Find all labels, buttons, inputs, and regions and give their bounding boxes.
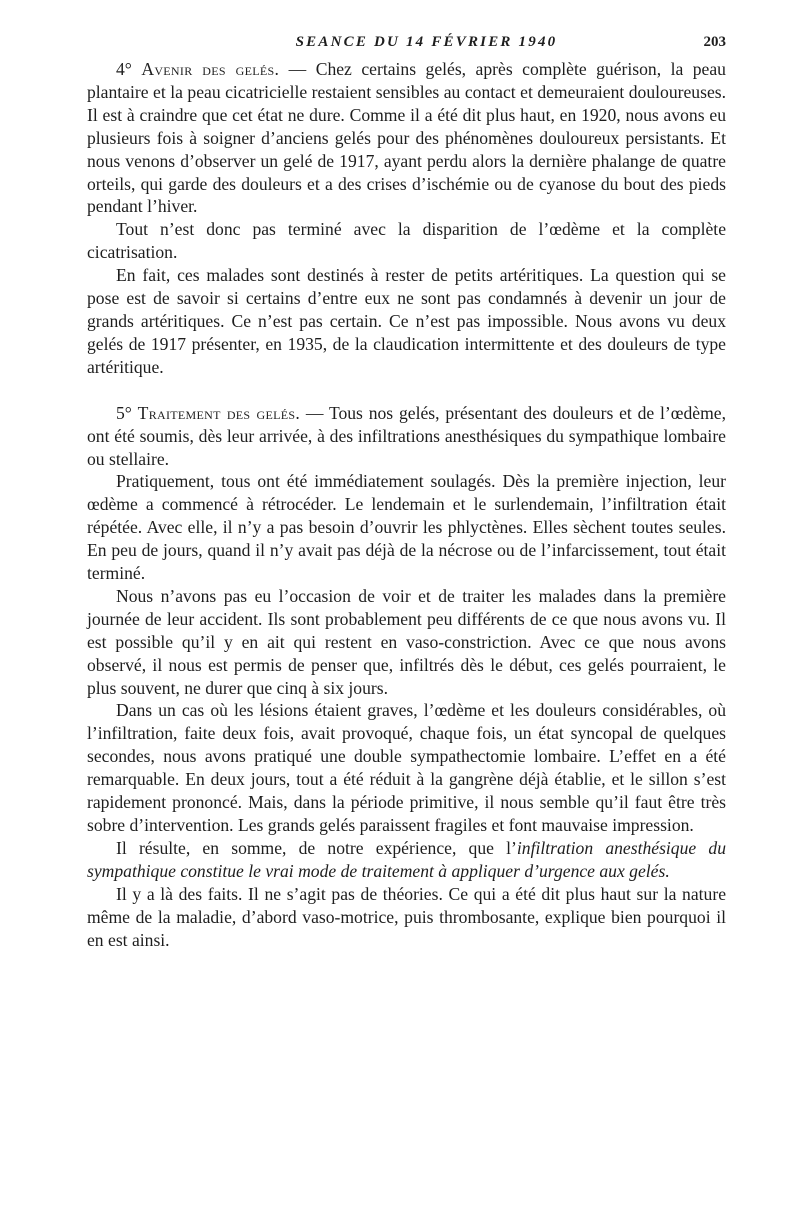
section-5-number: 5° (116, 402, 132, 423)
section-5-paragraph-1 (87, 402, 726, 471)
section-5-paragraph-5 (87, 837, 726, 883)
section-4-paragraph-1-text: — Chez certains gelés, après complète guérison, la peau plantaire et la peau cicatricielle restaient sensibles au contact et demeuraient douloureuses. Il est à craindre que cet état ne dure. Comme il a été dit plus haut, en 1920, nous avons eu plusieurs fois à soigner d’anciens gelés pour des phénomènes douloureux persistants. Et nous venons d’observer un gelé de 1917, ayant perdu alors la dernière phalange de quatre orteils, qui garde des douleurs et a des crises d’ischémie ou de cyanose du bout des pieds pendant l’hiver. (87, 59, 726, 217)
section-4-paragraph-2: Tout n’est donc pas terminé avec la disparition de l’œdème et la complète cicatrisation. (87, 219, 726, 263)
section-5-paragraph-3: Nous n’avons pas eu l’occasion de voir et de traiter les malades dans la première journée de leur accident. Ils sont probablement peu différents de ce que nous avons vu. Il est possible qu’il y en ait qui restent en vaso-constriction. Avec ce que nous avons observé, il nous est permis de penser que, infiltrés dès le début, ces gelés pourraient, le plus souvent, ne durer que cinq à six jours. (87, 585, 726, 698)
page-number: 203 (703, 34, 726, 50)
journal-page (87, 0, 726, 951)
section-5-paragraph-4: Dans un cas où les lésions étaient graves, l’œdème et les douleurs considérables, où l’infiltration, faite deux fois, avait provoqué, chaque fois, un état syncopal de quelques secondes, nous avons pratiqué une double sympathectomie lombaire. L’effet en a été remarquable. En deux jours, tout a été réduit à la gangrène déjà établie, et le sillon s’est rapidement prononcé. Mais, dans la période primitive, il nous semble qu’il faut être très sobre d’intervention. Les grands gelés paraissent fragiles et font mauvaise impression. (87, 700, 726, 835)
section-4-paragraph-3: En fait, ces malades sont destinés à rester de petits artéritiques. La question qui se pose est de savoir si certains d’entre eux ne sont pas condamnés à devenir un jour de grands artéritiques. Ce n’est pas certain. Ce n’est pas impossible. Nous avons vu deux gelés de 1917 présenter, en 1935, de la claudication intermittente et des douleurs de type artéritique. (87, 265, 726, 377)
running-header (87, 0, 726, 58)
section-5-paragraph-6: Il y a là des faits. Il ne s’agit pas de théories. Ce qui a été dit plus haut sur la nature même de la maladie, d’abord vaso-motrice, puis thrombosante, explique bien pourquoi il en est ainsi. (87, 883, 726, 950)
section-4-paragraph-1 (87, 58, 726, 218)
section-5-paragraph-1-text: — Tous nos gelés, présentant des douleurs et de l’œdème, ont été soumis, dès leur arrivée, à des infiltrations anesthésiques du sympathique lombaire ou stellaire. (87, 402, 726, 469)
section-5-conclusion-italic: infiltration anesthésique du sympathique constitue le vrai mode de traitement à appliquer d’urgence aux gelés. (87, 837, 726, 881)
body-text (87, 58, 726, 951)
section-4-heading: Avenir des gelés. (141, 59, 280, 79)
section-4-number: 4° (116, 59, 132, 79)
running-title: SEANCE DU 14 FÉVRIER 1940 (295, 34, 558, 50)
section-5-heading: Traitement des gelés. (137, 402, 301, 423)
section-5-paragraph-2: Pratiquement, tous ont été immédiatement soulagés. Dès la première injection, leur œdème a commencé à rétrocéder. Le lendemain et le surlendemain, l’infiltration était répétée. Avec elle, il n’y a pas besoin d’ouvrir les phlyctènes. Elles sèchent toutes seules. En peu de jours, quand il n’y avait pas déjà de la nécrose ou de l’infarcissement, tout était terminé. (87, 471, 726, 584)
section-5-paragraph-5-text: Il résulte, en somme, de notre expérience, que l’ (116, 837, 517, 858)
section-divider-space (87, 379, 726, 402)
